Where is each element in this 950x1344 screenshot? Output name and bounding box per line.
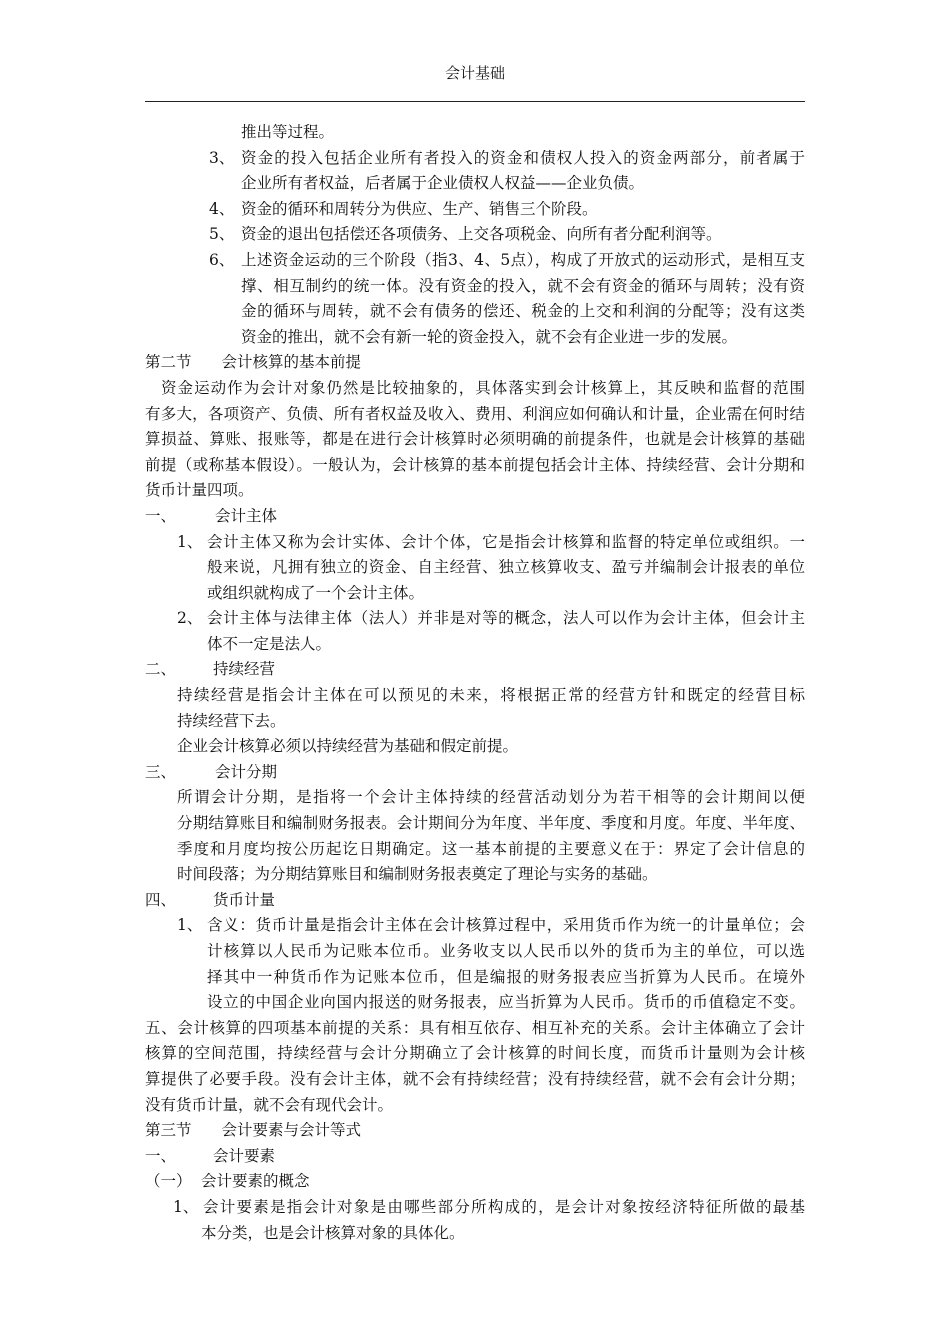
header-rule	[145, 101, 805, 102]
paragraph-line: 货币计量四项。	[145, 481, 254, 500]
text-line: 本分类，也是会计核算对象的具体化。	[201, 1223, 465, 1242]
list-item-2: 2、 会计主体与法律主体（法人）并非是对等的概念，法人可以作为会计主体，但会计主	[177, 609, 805, 628]
text-line: 体不一定是法人。	[207, 634, 332, 653]
paragraph-line: 分期结算账目和编制财务报表。会计期间分为年度、半年度、季度和月度。年度、半年度、	[177, 814, 805, 833]
paragraph-line: 有多大，各项资产、负债、所有者权益及收入、费用、利润应如何确认和计量，企业需在何时结	[145, 404, 805, 423]
subheading-element-concept: （一） 会计要素的概念	[145, 1172, 310, 1191]
paragraph-line: 时间段落；为分期结算账目和编制财务报表奠定了理论与实务的基础。	[177, 865, 658, 884]
text-line: 般来说，凡拥有独立的资金、自主经营、独立核算收支、盈亏并编制会计报表的单位	[207, 558, 805, 577]
list-item-6: 6、 上述资金运动的三个阶段（指3、4、5点），构成了开放式的运动形式，是相互支	[209, 250, 805, 269]
subheading-accounting-elements: 一、 会计要素	[145, 1146, 276, 1165]
list-item-5: 5、 资金的退出包括偿还各项债务、上交各项税金、向所有者分配利润等。	[209, 225, 722, 244]
document-body	[145, 120, 805, 1246]
paragraph-line: 算损益、算账、报账等，都是在进行会计核算时必须明确的前提条件，也就是会计核算的基础	[145, 430, 805, 449]
paragraph-line: 前提（或称基本假设）。一般认为，会计核算的基本前提包括会计主体、持续经营、会计分期和	[145, 455, 805, 474]
paragraph-line: 持续经营是指会计主体在可以预见的未来，将根据正常的经营方针和既定的经营目标	[177, 686, 805, 705]
section-heading-2: 第二节 会计核算的基本前提	[145, 353, 362, 372]
text-line: 金的循环与周转，就不会有债务的偿还、税金的上交和利润的分配等；没有这类	[241, 302, 805, 321]
list-item-1: 1、 含义：货币计量是指会计主体在会计核算过程中，采用货币作为统一的计量单位；会	[177, 916, 805, 935]
paragraph-line: 五、会计核算的四项基本前提的关系：具有相互依存、相互补充的关系。会计主体确立了会计	[145, 1018, 805, 1037]
text-line: 或组织就构成了一个会计主体。	[207, 583, 425, 602]
list-item-1: 1、 会计要素是指会计对象是由哪些部分所构成的，是会计对象按经济特征所做的最基	[173, 1197, 805, 1216]
text-line: 择其中一种货币作为记账本位币，但是编报的财务报表应当折算为人民币。在境外	[207, 967, 805, 986]
paragraph-line: 季度和月度均按公历起讫日期确定。这一基本前提的主要意义在于：界定了会计信息的	[177, 839, 805, 858]
text-line: 资金的推出，就不会有新一轮的资金投入，就不会有企业进一步的发展。	[241, 327, 738, 346]
paragraph-line: 资金运动作为会计对象仍然是比较抽象的，具体落实到会计核算上，其反映和监督的范围	[161, 378, 805, 397]
paragraph-line: 企业会计核算必须以持续经营为基础和假定前提。	[177, 737, 519, 756]
paragraph-line: 核算的空间范围，持续经营与会计分期确立了会计核算的时间长度，而货币计量则为会计核	[145, 1044, 805, 1063]
paragraph-line: 所谓会计分期，是指将一个会计主体持续的经营活动划分为若干相等的会计期间以便	[177, 788, 805, 807]
list-item-1: 1、 会计主体又称为会计实体、会计个体，它是指会计核算和监督的特定单位或组织。一	[177, 532, 805, 551]
paragraph-line: 没有货币计量，就不会有现代会计。	[145, 1095, 394, 1114]
section-heading-3: 第三节 会计要素与会计等式	[145, 1121, 362, 1140]
text-line: 推出等过程。	[241, 123, 335, 141]
list-item-4: 4、 资金的循环和周转分为供应、生产、销售三个阶段。	[209, 199, 598, 218]
subheading-going-concern: 二、 持续经营	[145, 660, 276, 679]
text-line: 设立的中国企业向国内报送的财务报表，应当折算为人民币。货币的币值稳定不变。	[207, 993, 805, 1012]
text-line: 撑、相互制约的统一体。没有资金的投入，就不会有资金的循环与周转；没有资	[241, 276, 805, 295]
subheading-monetary-unit: 四、 货币计量	[145, 890, 276, 909]
page-header-title: 会计基础	[444, 64, 505, 82]
paragraph-line: 持续经营下去。	[177, 711, 286, 730]
subheading-accounting-period: 三、 会计分期	[145, 762, 278, 781]
text-line: 企业所有者权益，后者属于企业债权人权益——企业负债。	[241, 174, 645, 193]
list-item-3: 3、 资金的投入包括企业所有者投入的资金和债权人投入的资金两部分，前者属于	[209, 148, 805, 167]
subheading-accounting-entity: 一、 会计主体	[145, 506, 278, 525]
text-line: 计核算以人民币为记账本位币。业务收支以人民币以外的货币为主的单位，可以选	[207, 942, 805, 960]
paragraph-line: 算提供了必要手段。没有会计主体，就不会有持续经营；没有持续经营，就不会有会计分期；	[145, 1069, 805, 1088]
